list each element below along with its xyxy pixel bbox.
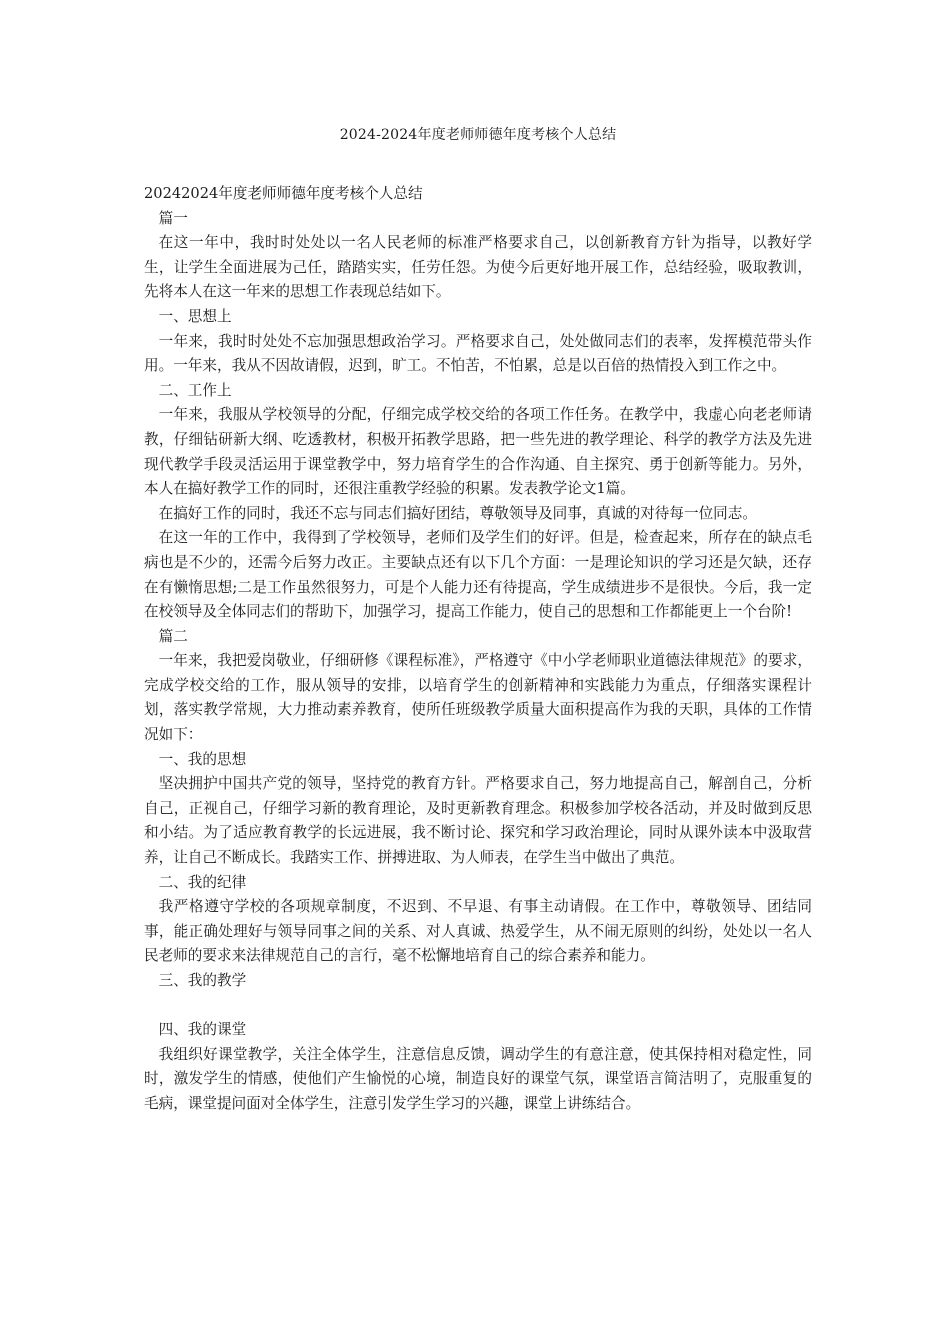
section-heading: 一、我的思想 [158,750,247,768]
paragraph: 一年来，我把爱岗敬业，仔细研修《课程标准》，严格遵守《中小学老师职业道德法律规范》的要求，完成学校交给的工作，服从领导的安排，以培育学生的创新精神和实践能力为重点，仔细落实课程计划，落实教学常规，大力推动素养教育，使所任班级教学质量大面积提高作为我的天职，具体的工作情况如下： [144,652,812,744]
section-heading-part-one: 篇一 [158,209,188,227]
section-heading: 二、工作上 [158,381,232,399]
subtitle-line: 20242024年度老师师德年度考核个人总结 [144,185,423,202]
section-heading: 二、我的纪律 [158,873,247,891]
paragraph: 我严格遵守学校的各项规章制度，不迟到、不早退、有事主动请假。在工作中，尊敬领导、团结同事，能正确处理好与领导同事之间的关系、对人真诚、热爱学生，从不闹无原则的纠纷，处处以一名人民老师的要求来法律规范自己的言行，毫不松懈地培育自己的综合素养和能力。 [144,898,812,965]
paragraph: 一年来，我时时处处不忘加强思想政治学习。严格要求自己，处处做同志们的表率，发挥模范带头作用。一年来，我从不因故请假，迟到，旷工。不怕苦，不怕累，总是以百倍的热情投入到工作之中。 [144,332,812,375]
document-body [144,182,812,1117]
paragraph: 在搞好工作的同时，我还不忘与同志们搞好团结，尊敬领导及同事，真诚的对待每一位同志。 [158,504,757,522]
document-title: 2024-2024年度老师师德年度考核个人总结 [339,127,617,143]
section-heading: 三、我的教学 [158,972,247,989]
paragraph: 坚决拥护中国共产党的领导，坚持党的教育方针。严格要求自己，努力地提高自己，解剖自己，分析自己，正视自己，仔细学习新的教育理论，及时更新教育理念。积极参加学校各活动，并及时做到反思和小结。为了适应教育教学的长远进展，我不断讨论、探究和学习政治理论，同时从课外读本中汲取营养，让自己不断成长。我踏实工作、拼搏进取、为人师表，在学生当中做出了典范。 [144,775,812,867]
paragraph: 在这一年的工作中，我得到了学校领导，老师们及学生们的好评。但是，检查起来，所存在的缺点毛病也是不少的，还需今后努力改正。主要缺点还有以下几个方面：一是理论知识的学习还是欠缺，还存在有懒惰思想;二是工作虽然很努力，可是个人能力还有待提高，学生成绩进步不是很快。今后，我一定在校领导及全体同志们的帮助下，加强学习，提高工作能力，使自己的思想和工作都能更上一个台阶! [144,529,812,621]
section-heading-part-two: 篇二 [158,627,188,645]
paragraph: 我组织好课堂教学，关注全体学生，注意信息反馈，调动学生的有意注意，使其保持相对稳定性，同时，激发学生的情感，使他们产生愉悦的心境，制造良好的课堂气氛，课堂语言简洁明了，克服重复的毛病，课堂提问面对全体学生，注意引发学生学习的兴趣，课堂上讲练结合。 [144,1045,812,1112]
document-page [144,124,812,1117]
paragraph: 一年来，我服从学校领导的分配，仔细完成学校交给的各项工作任务。在教学中，我虚心向老老师请教，仔细钻研新大纲、吃透教材，积极开拓教学思路，把一些先进的教学理论、科学的教学方法及先进现代教学手段灵活运用于课堂教学中，努力培育学生的合作沟通、自主探究、勇于创新等能力。另外，本人在搞好教学工作的同时，还很注重教学经验的积累。发表教学论文1篇。 [144,406,812,498]
paragraph: 在这一年中，我时时处处以一名人民老师的标准严格要求自己，以创新教育方针为指导，以教好学生，让学生全面进展为己任，踏踏实实，任劳任怨。为使今后更好地开展工作，总结经验，吸取教训，先将本人在这一年来的思想工作表现总结如下。 [144,234,812,301]
section-heading: 四、我的课堂 [158,1021,247,1039]
section-heading: 一、思想上 [158,307,232,325]
